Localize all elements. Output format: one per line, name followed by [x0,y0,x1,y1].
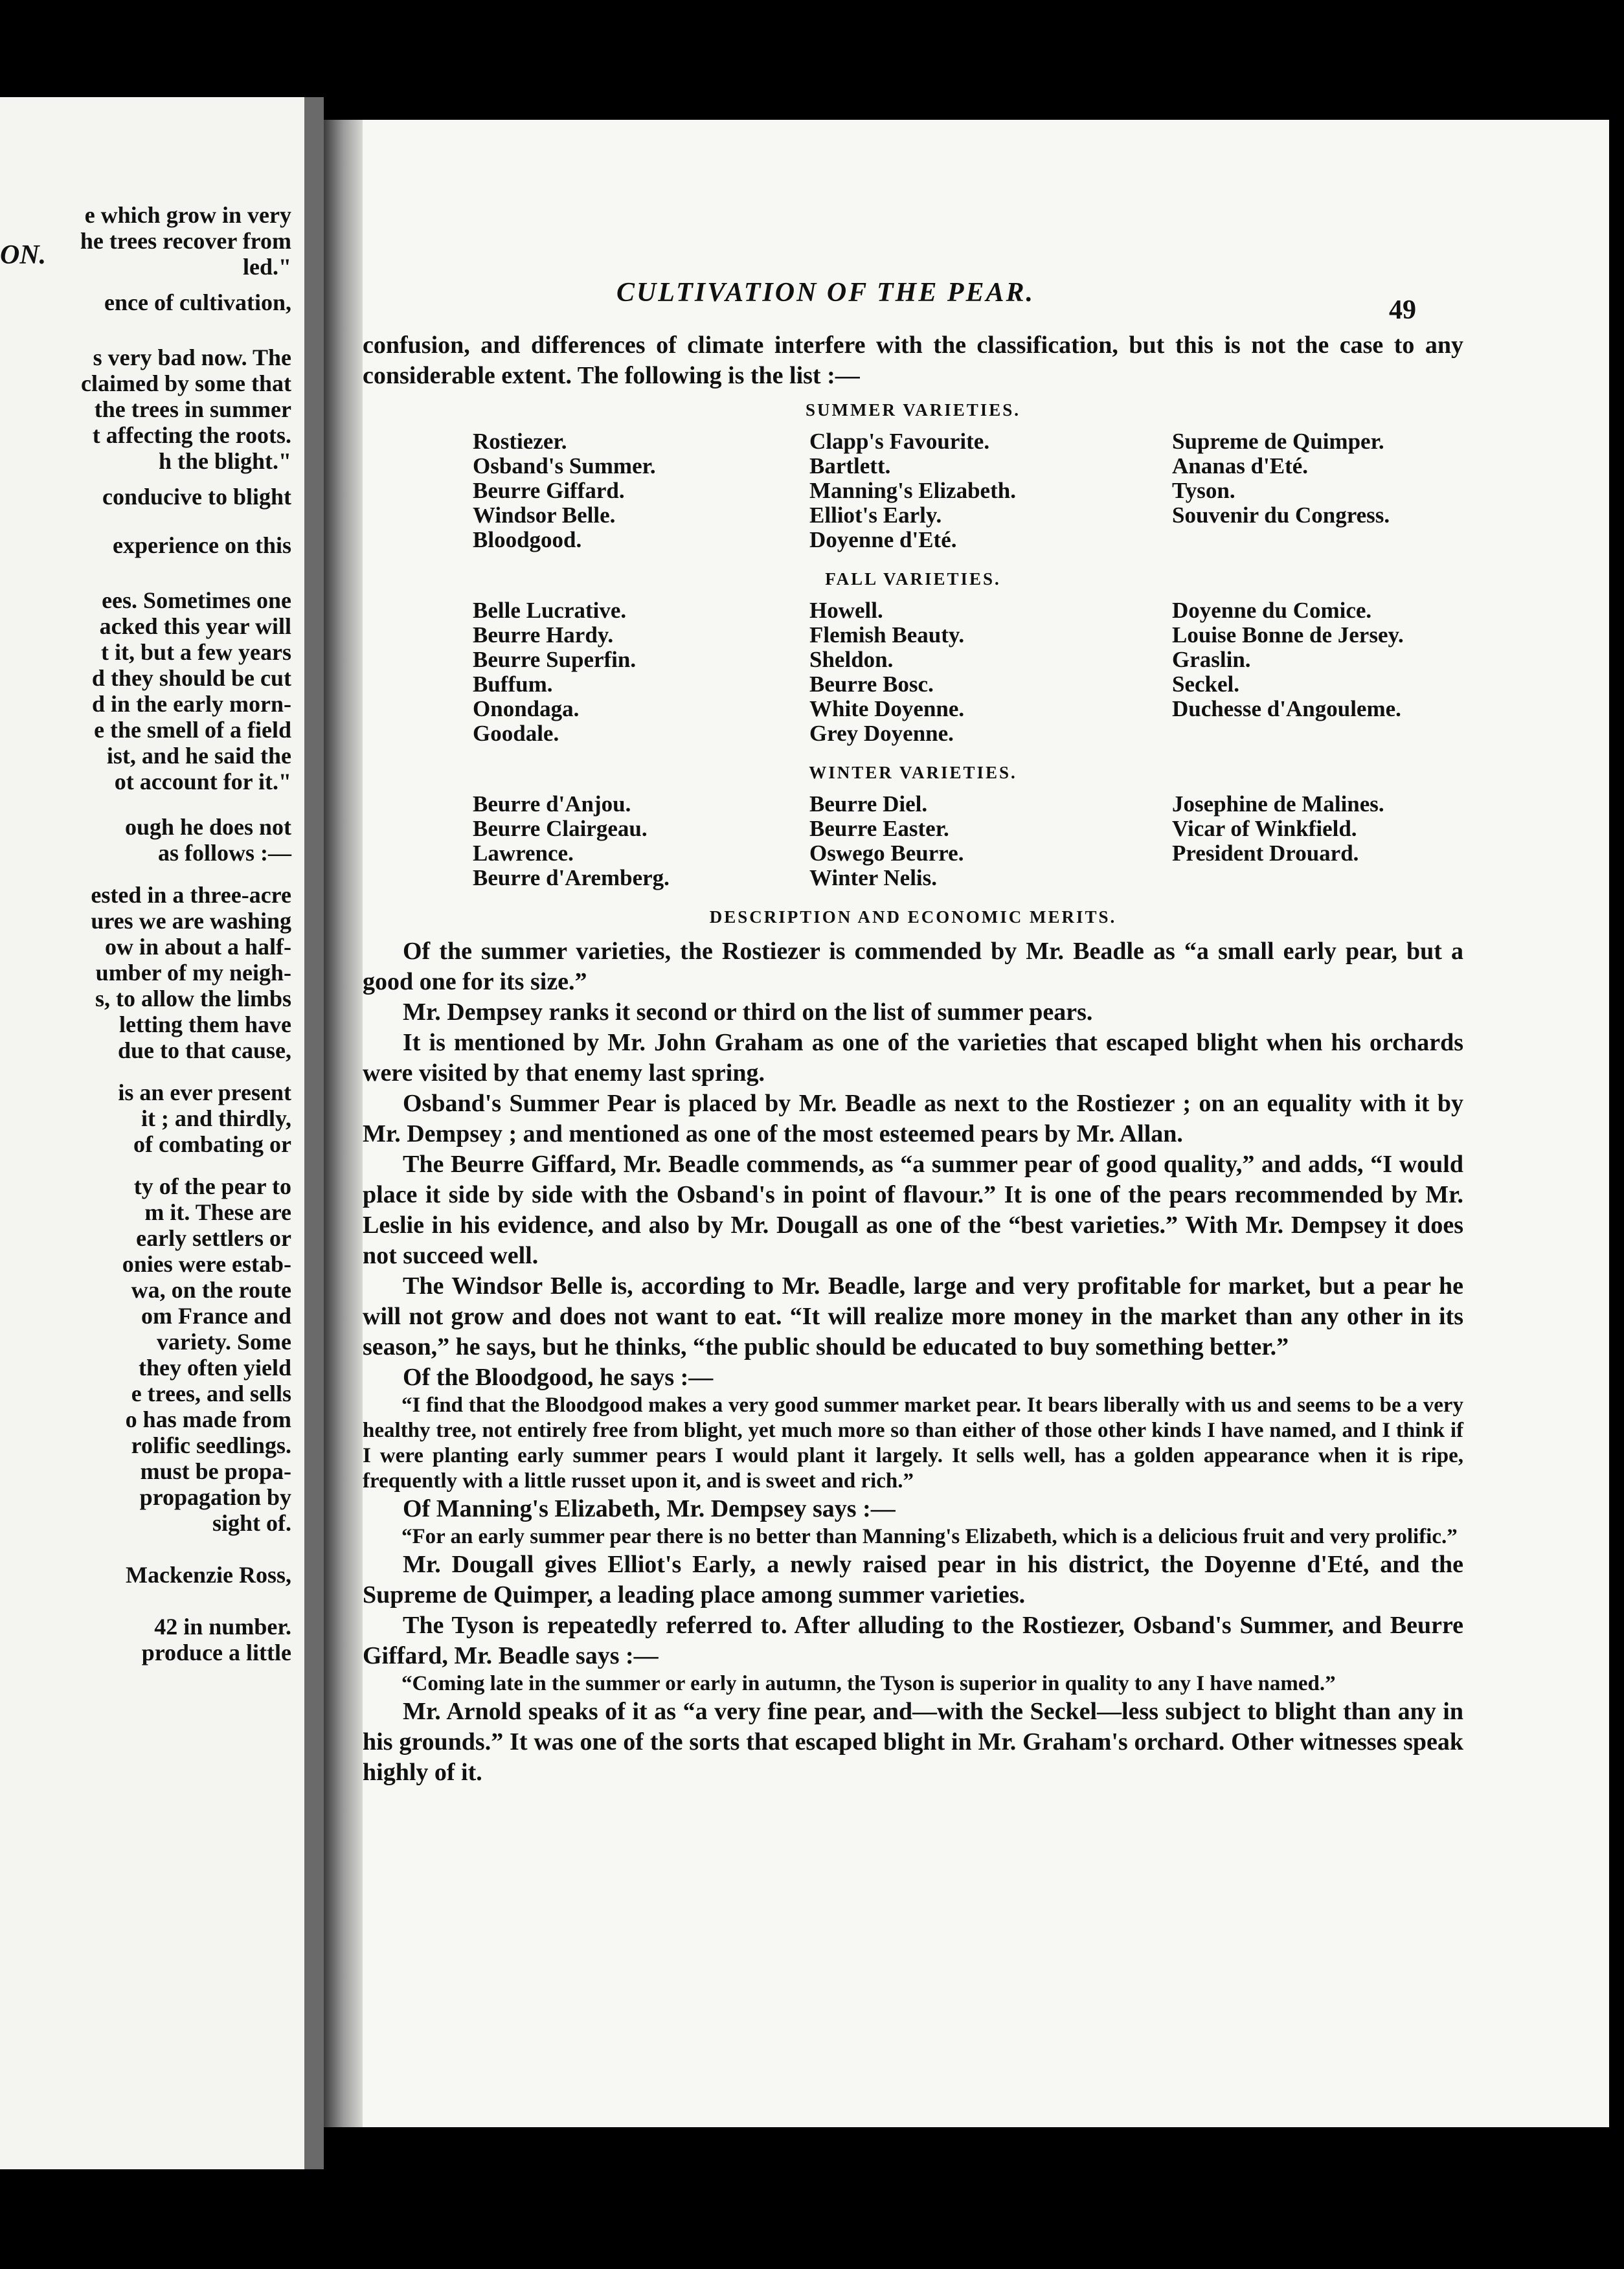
variety-name: Beurre d'Anjou. [473,791,631,817]
variety-name: Windsor Belle. [473,502,616,528]
variety-name: Vicar of Winkfield. [1172,816,1357,841]
variety-name: Beurre Diel. [809,791,928,817]
variety-name: Osband's Summer. [473,453,656,479]
variety-name: Howell. [809,598,883,623]
left-page-line: ist, and he said the [106,743,291,769]
left-page-line: ty of the pear to [133,1173,291,1199]
variety-name: Tyson. [1172,478,1235,503]
left-page-line: om France and [141,1303,291,1329]
left-page-line: umber of my neigh- [95,960,291,986]
variety-name: Beurre Giffard. [473,478,625,503]
left-page-line: Mackenzie Ross, [126,1562,291,1588]
book-binding-gutter [324,120,363,2127]
left-page-line: ence of cultivation, [104,289,291,315]
summer-varieties-heading: SUMMER VARIETIES. [805,400,1021,420]
left-page-line: ees. Sometimes one [102,587,291,613]
left-page-line: rolific seedlings. [131,1432,291,1458]
winter-varieties-heading: WINTER VARIETIES. [809,763,1017,782]
page-number: 49 [1389,295,1416,325]
left-page-line: ested in a three-acre [91,882,291,908]
left-page-line: acked this year will [99,613,291,639]
left-page-line: h the blight." [158,448,291,474]
winter-col-1 [363,792,809,890]
winter-col-2 [809,792,1172,890]
variety-name: Sheldon. [809,647,894,672]
paragraph: Mr. Dempsey ranks it second or third on the list of summer pears. [403,999,1093,1026]
paragraph: Of Manning's Elizabeth, Mr. Dempsey says :— [403,1495,896,1522]
intro-paragraph: confusion, and differences of climate interfere with the classification, but this is not the case to any considerable extent. The following is the list :— [363,332,1463,389]
left-page-line: d they should be cut [91,665,291,691]
winter-varieties-list [363,792,1463,890]
variety-name: Belle Lucrative. [473,598,627,623]
description-heading: DESCRIPTION AND ECONOMIC MERITS. [709,907,1117,927]
variety-name: Bloodgood. [473,527,582,552]
variety-name: Souvenir du Congress. [1172,502,1390,528]
variety-name: Goodale. [473,721,559,746]
left-page-line: wa, on the route [131,1277,291,1303]
variety-name: Elliot's Early. [809,502,942,528]
variety-name: Lawrence. [473,841,574,866]
left-page-line: e trees, and sells [131,1381,291,1406]
left-page-line: sight of. [212,1510,291,1536]
page-body [363,330,1463,1788]
left-page-line: ures we are washing [91,908,291,934]
summer-col-3 [1172,429,1463,552]
summer-varieties-list [363,429,1463,552]
left-page-line: due to that cause, [118,1037,291,1063]
left-page-line: produce a little [141,1640,291,1665]
left-page-line: as follows :— [158,840,291,866]
summer-col-1 [363,429,809,552]
left-page-line: ow in about a half- [104,934,291,960]
left-page-line: he trees recover from [80,228,291,254]
left-page-line: t affecting the roots. [92,422,291,448]
left-page-line: ot account for it." [114,769,291,795]
variety-name: Doyenne du Comice. [1172,598,1372,623]
fall-col-3 [1172,598,1463,746]
left-page-line: e which grow in very [84,202,291,228]
variety-name: Clapp's Favourite. [809,429,990,454]
left-page-line: is an ever present [118,1079,291,1105]
left-page-line: o has made from [125,1406,291,1432]
left-page-line: d in the early morn- [92,691,291,717]
paragraph: The Beurre Giffard, Mr. Beadle commends, as “a summer pear of good quality,” and adds, “I would place it side by side with the Osband's in point of flavour.” It is one of the pears recommended by Mr. Leslie in his evidence, and also by Mr. Dougall as one of the “best varieties.” With Mr. Dempsey it does not succeed well. [363,1151,1463,1269]
left-page-fragment [0,97,324,2169]
left-page-line: experience on this [113,532,291,558]
variety-name: Ananas d'Eté. [1172,453,1309,479]
paragraph: It is mentioned by Mr. John Graham as one of the varieties that escaped blight when his orchards were visited by that enemy last spring. [363,1029,1463,1087]
variety-name: Doyenne d'Eté. [809,527,957,552]
paragraph: The Windsor Belle is, according to Mr. Beadle, large and very profitable for market, but a pear he will not grow and does not want to eat. “It will realize more money in the market than any other in its season,” he says, but he thinks, “the public should be educated to buy something better.” [363,1272,1463,1360]
variety-name: Supreme de Quimper. [1172,429,1384,454]
left-page-line: they often yield [139,1355,291,1381]
fall-col-1 [363,598,809,746]
left-page-line: ough he does not [124,814,291,840]
summer-col-2 [809,429,1172,552]
left-page-line: m it. These are [144,1199,291,1225]
variety-name: Seckel. [1172,672,1240,697]
running-title: CULTIVATION OF THE PEAR. [616,278,1035,308]
variety-name: Buffum. [473,672,553,697]
block-quote: “For an early summer pear there is no better than Manning's Elizabeth, which is a delicious fruit and very prolific.” [401,1525,1458,1548]
variety-name: Flemish Beauty. [809,622,965,648]
left-page-line: must be propa- [140,1458,291,1484]
variety-name: Duchesse d'Angouleme. [1172,696,1401,721]
left-page-line: conducive to blight [102,484,291,510]
paragraph: The Tyson is repeatedly referred to. After alluding to the Rostiezer, Osband's Summer, and Beurre Giffard, Mr. Beadle says :— [363,1612,1463,1669]
paragraph: Osband's Summer Pear is placed by Mr. Beadle as next to the Rostiezer ; on an equality with it by Mr. Dempsey ; and mentioned as one of the most esteemed pears by Mr. Allan. [363,1090,1463,1147]
variety-name: Louise Bonne de Jersey. [1172,622,1404,648]
variety-name: Graslin. [1172,647,1251,672]
winter-col-3 [1172,792,1463,890]
variety-name: Josephine de Malines. [1172,791,1384,817]
left-page-line: e the smell of a field [94,717,291,743]
fall-col-2 [809,598,1172,746]
variety-name: President Drouard. [1172,841,1359,866]
variety-name: White Doyenne. [809,696,965,721]
variety-name: Oswego Beurre. [809,841,964,866]
left-page-line: variety. Some [157,1329,291,1355]
variety-name: Grey Doyenne. [809,721,954,746]
variety-name: Beurre Easter. [809,816,949,841]
variety-name: Rostiezer. [473,429,567,454]
left-page-line: s, to allow the limbs [95,986,291,1011]
left-page-line: t it, but a few years [101,639,291,665]
left-page-line: the trees in summer [94,396,291,422]
variety-name: Beurre Bosc. [809,672,934,697]
left-page-line: letting them have [119,1011,291,1037]
left-page-line: of combating or [133,1131,291,1157]
left-page-line: onies were estab- [122,1251,291,1277]
block-quote: “Coming late in the summer or early in autumn, the Tyson is superior in quality to any I have named.” [401,1672,1336,1695]
variety-name: Beurre Clairgeau. [473,816,648,841]
variety-name: Manning's Elizabeth. [809,478,1016,503]
fall-varieties-heading: FALL VARIETIES. [825,569,1001,589]
paragraph: Mr. Dougall gives Elliot's Early, a newly raised pear in his district, the Doyenne d'Eté, and the Supreme de Quimper, a leading place among summer varieties. [363,1551,1463,1609]
paragraph: Of the Bloodgood, he says :— [403,1364,714,1391]
paragraph: Of the summer varieties, the Rostiezer is commended by Mr. Beadle as “a small early pear, but a good one for its size.” [363,938,1463,995]
block-quote: “I find that the Bloodgood makes a very good summer market pear. It bears liberally with us and seems to be a very healthy tree, not entirely free from blight, yet much more so than either of those other kinds I have named, and I think if I were planting early summer pears I would plant it largely. It sells well, has a golden appearance when it is ripe, frequently with a little russet upon it, and is sweet and rich.” [363,1394,1463,1493]
left-page-line: claimed by some that [81,370,291,396]
left-page-line: early settlers or [136,1225,291,1251]
left-page-heading: ON. [0,240,47,270]
left-page-line: led." [243,254,291,280]
fall-varieties-list [363,598,1463,746]
variety-name: Beurre Superfin. [473,647,637,672]
variety-name: Beurre d'Aremberg. [473,865,670,890]
variety-name: Onondaga. [473,696,580,721]
paragraph: Mr. Arnold speaks of it as “a very fine pear, and—with the Seckel—less subject to blight than any in his grounds.” It was one of the sorts that escaped blight in Mr. Graham's orchard. Other witnesses speak highly of it. [363,1698,1463,1786]
variety-name: Bartlett. [809,453,891,479]
left-page-line: 42 in number. [154,1614,291,1640]
variety-name: Beurre Hardy. [473,622,614,648]
variety-name: Winter Nelis. [809,865,938,890]
left-page-line: propagation by [139,1484,291,1510]
left-page-line: s very bad now. The [93,344,291,370]
left-page-line: it ; and thirdly, [141,1105,291,1131]
